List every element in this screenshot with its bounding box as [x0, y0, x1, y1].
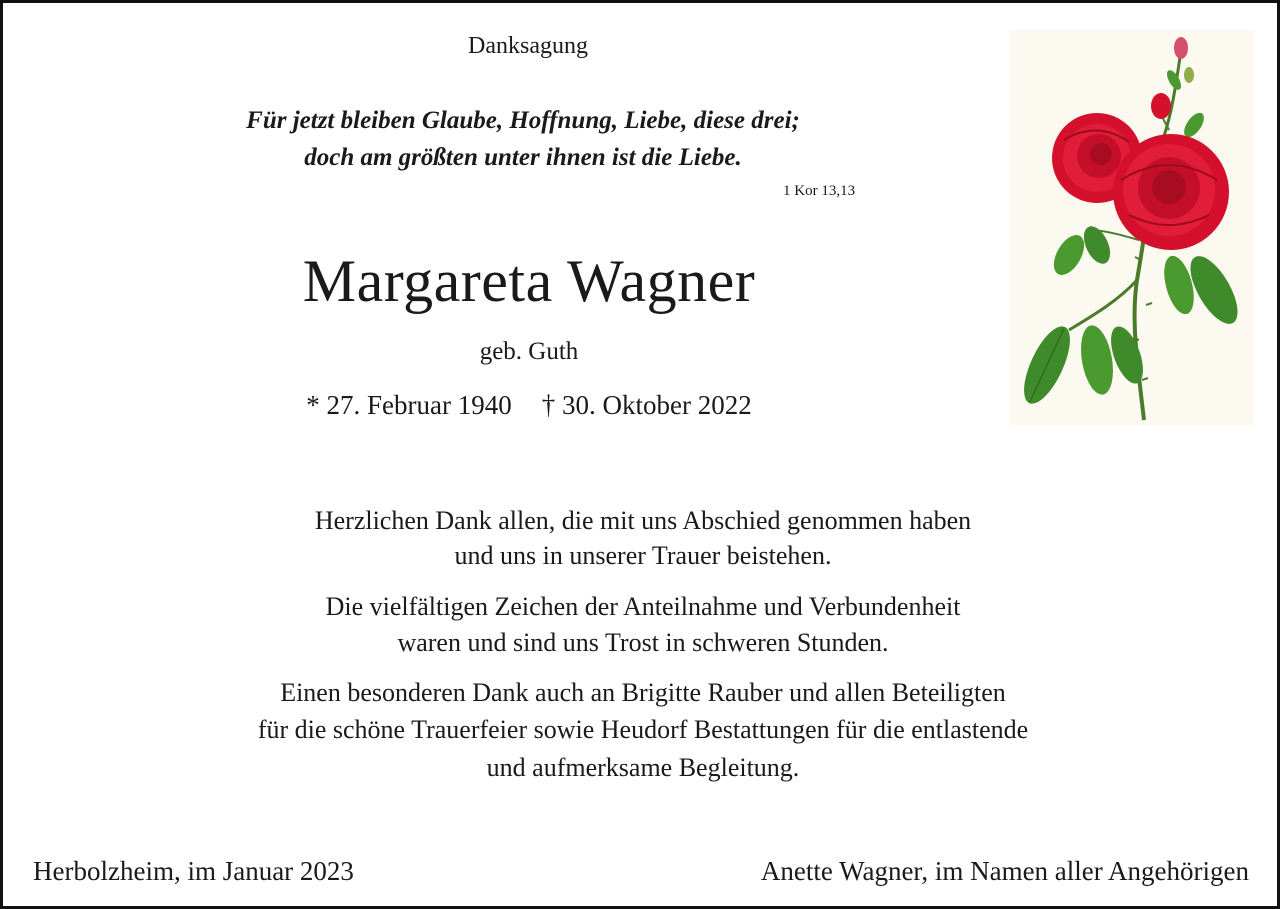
thanks-line-2: und uns in unserer Trauer beistehen.	[454, 541, 832, 570]
signature: Anette Wagner, im Namen aller Angehörigen	[760, 856, 1249, 886]
place-and-date: Herbolzheim, im Januar 2023	[33, 856, 354, 886]
life-dates	[3, 390, 1055, 421]
quote-line-2: doch am größten unter ihnen ist die Liebe.	[304, 144, 742, 171]
birth-date: * 27. Februar 1940	[306, 390, 512, 420]
deceased-name: Margareta Wagner	[302, 248, 756, 314]
thanks-line-5: Einen besonderen Dank auch an Brigitte Rauber und allen Beteiligten	[280, 678, 1006, 707]
thanks-line-1: Herzlichen Dank allen, die mit uns Abschied genommen haben	[314, 506, 972, 535]
death-date: † 30. Oktober 2022	[541, 390, 752, 420]
verse-reference: 1 Kor 13,13	[783, 183, 856, 199]
thanks-line-4: waren und sind uns Trost in schweren Stunden.	[397, 628, 889, 657]
rose-icon	[1009, 30, 1254, 425]
thanks-line-3: Die vielfältigen Zeichen der Anteilnahme und Verbundenheit	[325, 592, 961, 621]
rose-illustration	[1009, 30, 1254, 425]
thanks-line-7: und aufmerksame Begleitung.	[486, 753, 800, 782]
notice-heading: Danksagung	[468, 33, 588, 59]
quote-line-1: Für jetzt bleiben Glaube, Hoffnung, Liebe, diese drei;	[246, 107, 800, 134]
birth-name: geb. Guth	[479, 338, 579, 365]
thanks-line-6: für die schöne Trauerfeier sowie Heudorf Bestattungen für die entlastende	[257, 715, 1029, 744]
